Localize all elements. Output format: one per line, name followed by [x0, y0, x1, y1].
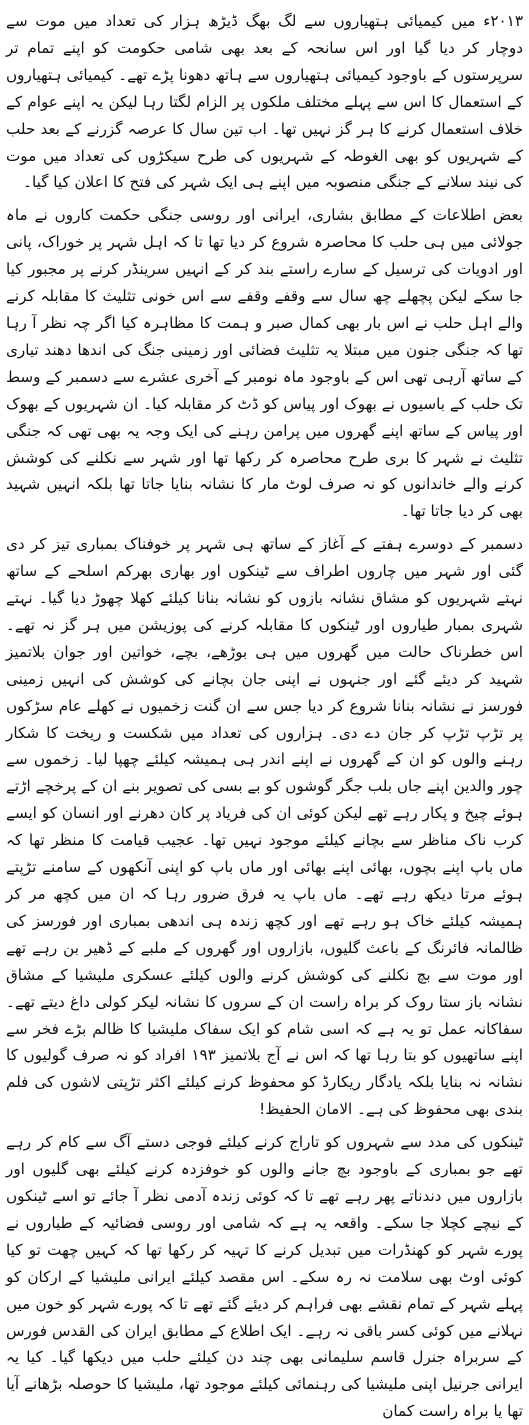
article-paragraph: بعض اطلاعات کے مطابق بشاری، ایرانی اور روسی جنگی حکمت کاروں نے ماہ جولائی میں ہی حلب کا محاصرہ شروع کر دیا تھا تا کہ اہل شہر پر خوراک، پانی اور ادویات کی ترسیل کے سارے راستے بند کر کے انہیں سرینڈر کرنے پر مجبور کیا جا سکے لیکن پچھلے چھ سال سے وقفے وقفے سے اس خونی تثلیث کا مقابلہ کرنے والے اہل حلب نے اس بار بھی کمال صبر و ہمت کا مظاہرہ کیا اگر چہ نظر آ رہا تھا کہ جنگی جنون میں مبتلا یہ تثلیث فضائی اور زمینی جنگ کی اندھا دھند تیاری کے ساتھ آرہی تھی اس کے باوجود ماہ نومبر کے آخری عشرے سے دسمبر کے وسط تک حلب کے باسیوں نے بھوک اور پیاس کو ڈٹ کر مقابلہ کیا۔ ان شہریوں کے بھوک اور پیاس کے ساتھ اپنے گھروں میں پرامن رہنے کی ایک وجہ یہ بھی تھی کہ جنگی تثلیث نے شہر کا بری طرح محاصرہ کر رکھا تھا اور شہر سے نکلنے کی کوشش کرنے والے خاندانوں کو نہ صرف لوٹ مار کا نشانہ بنایا جاتا تھا بلکہ انہیں شہید بھی کر دیا جاتا تھا۔ — [6, 206, 523, 521]
article-paragraph: دسمبر کے دوسرے ہفتے کے آغاز کے ساتھ ہی شہر پر خوفناک بمباری تیز کر دی گئی اور شہر میں چاروں اطراف سے ٹینکوں اور بھاری بھرکم اسلحے کے ساتھ نہتے شہریوں کو مشاق نشانہ بازوں کو نشانہ بنانا کیلئے کھلا چھوڑ دیا گیا۔ نہتے شہری بمبار طیاروں اور ٹینکوں کا مقابلہ کرنے کی پوزیشن میں ہر گز نہ تھے۔ اس خطرناک حالت میں گھروں میں ہی بوڑھے، بچے، خواتین اور جوان بلاتمیز شہید کر دیئے گئے اور جنہوں نے اپنی جان بچانے کی کوشش کی انہیں زمینی فورسز نے نشانہ بنانا شروع کر دیا جس سے ان گنت زخمیوں نے کھلے عام سڑکوں پر تڑپ تڑپ کر جان دے دی۔ ہزاروں کی تعداد میں شکست و ریخت کا شکار رہنے والوں کو ان کے گھروں نے اپنے اندر ہی ہمیشہ کیلئے چھپا لیا۔ زخموں سے چور والدین اپنے جاں بلب جگر گوشوں کو بے بسی کی تصویر بنے ان کے پرخچے اڑتے ہوئے چیخ و پکار رہے تھے لیکن کوئی ان کی فریاد پر کان دھرنے اور انسان کو ایسے کرب ناک مناظر سے بچانے کیلئے موجود نہیں تھا۔ عجیب قیامت کا منظر تھا کہ ماں باپ اپنے بچوں، بھائی اپنے بھائی اور ماں باپ کو اپنی آنکھوں کے سامنے تڑپتے ہوئے مرتا دیکھ رہے تھے۔ ماں باپ یہ فرق ضرور رہا کہ ان میں کچھ مر کر ہمیشہ کیلئے خاک ہو رہے تھے اور کچھ زندہ ہی اندھی بمباری اور فورسز کی ظالمانہ فائرنگ کے باعث گلیوں، بازاروں اور گھروں کے ملبے کے ڈھیر بن رہے تھے اور موت سے بچ نکلنے کی کوشش کرنے والوں کیلئے عسکری ملیشیا کے مشاق نشانہ باز ستا روک کر براہ راست ان کے سروں کا نشانہ لیکر کولی داغ دیتے تھے۔ سفاکانہ عمل تو یہ ہے کہ اسی شام کو ایک سفاک ملیشیا کا ظالم بڑے فخر سے اپنے ساتھیوں کو بتا رہا تھا کہ اس نے آج بلاتمیز ۱۹۳ افراد کو نہ صرف گولیوں کا نشانہ نہ بنایا بلکہ یادگار ریکارڈ کو محفوظ کرنے کیلئے اکثر تڑپتی لاشوں کی فلم بندی بھی محفوظ کی ہے۔ الامان الحفیظ! — [6, 535, 523, 1119]
article-paragraph: ۲۰۱۳ء میں کیمیائی ہتھیاروں سے لگ بھگ ڈیڑھ ہزار کی تعداد میں موت سے دوچار کر دیا گیا اور اس سانحہ کے بعد بھی شامی حکومت کو اپنے تمام تر سرپرستوں کے باوجود کیمیائی ہتھیاروں سے ہاتھ دھونا پڑے تھے۔ کیمیائی ہتھیاروں کے استعمال کا اس سے پہلے مختلف ملکوں پر الزام لگتا رہا لیکن یہ اپنے عوام کے خلاف استعمال کرنے کا ہر گز نہیں تھا۔ اب تین سال کا عرصہ گزرنے کے بعد حلب کے شہریوں کو بھی الغوطہ کے شہریوں کی طرح سیکڑوں کی تعداد میں موت کی نیند سلانے کے جنگی منصوبہ میں اپنے ہی ایک شہر کی فتح کا اعلان کیا گیا۔ — [6, 12, 523, 192]
article-paragraph: ٹینکوں کی مدد سے شہروں کو تاراج کرنے کیلئے فوجی دستے آگ سے کام کر رہے تھے جو بمباری کے باوجود بچ جانے والوں کو خوفزدہ کرنے کیلئے بھی گلیوں اور بازاروں میں دندناتے پھر رہے تھے تا کہ کوئی زندہ آدمی نظر آ جائے تو اسے ٹینکوں کے نیچے کچلا جا سکے۔ واقعہ یہ ہے کہ شامی اور روسی فضائیہ کے طیاروں نے پورے شہر کو کھنڈرات میں تبدیل کرنے کا تہیہ کر رکھا تھا کہ کہیں چھت تو کیا کوئی اوٹ بھی سلامت نہ رہ سکے۔ اس مقصد کیلئے ایرانی ملیشیا کے ارکان کو پہلے شہر کے تمام نقشے بھی فراہم کر دیئے گئے تھے تا کہ پورے شہر کو خون میں نہلانے میں کوئی کسر باقی نہ رہے۔ ایک اطلاع کے مطابق ایران کی القدس فورس کے سربراہ جنرل قاسم سلیمانی بھی چند دن کیلئے حلب میں دیکھا گیا۔ کیا یہ ایرانی جرنیل اپنی ملیشیا کی رہنمائی کیلئے موجود تھا، ملیشیا کا حوصلہ بڑھانے آیا تھا یا براہ راست کمان — [6, 1133, 523, 1421]
